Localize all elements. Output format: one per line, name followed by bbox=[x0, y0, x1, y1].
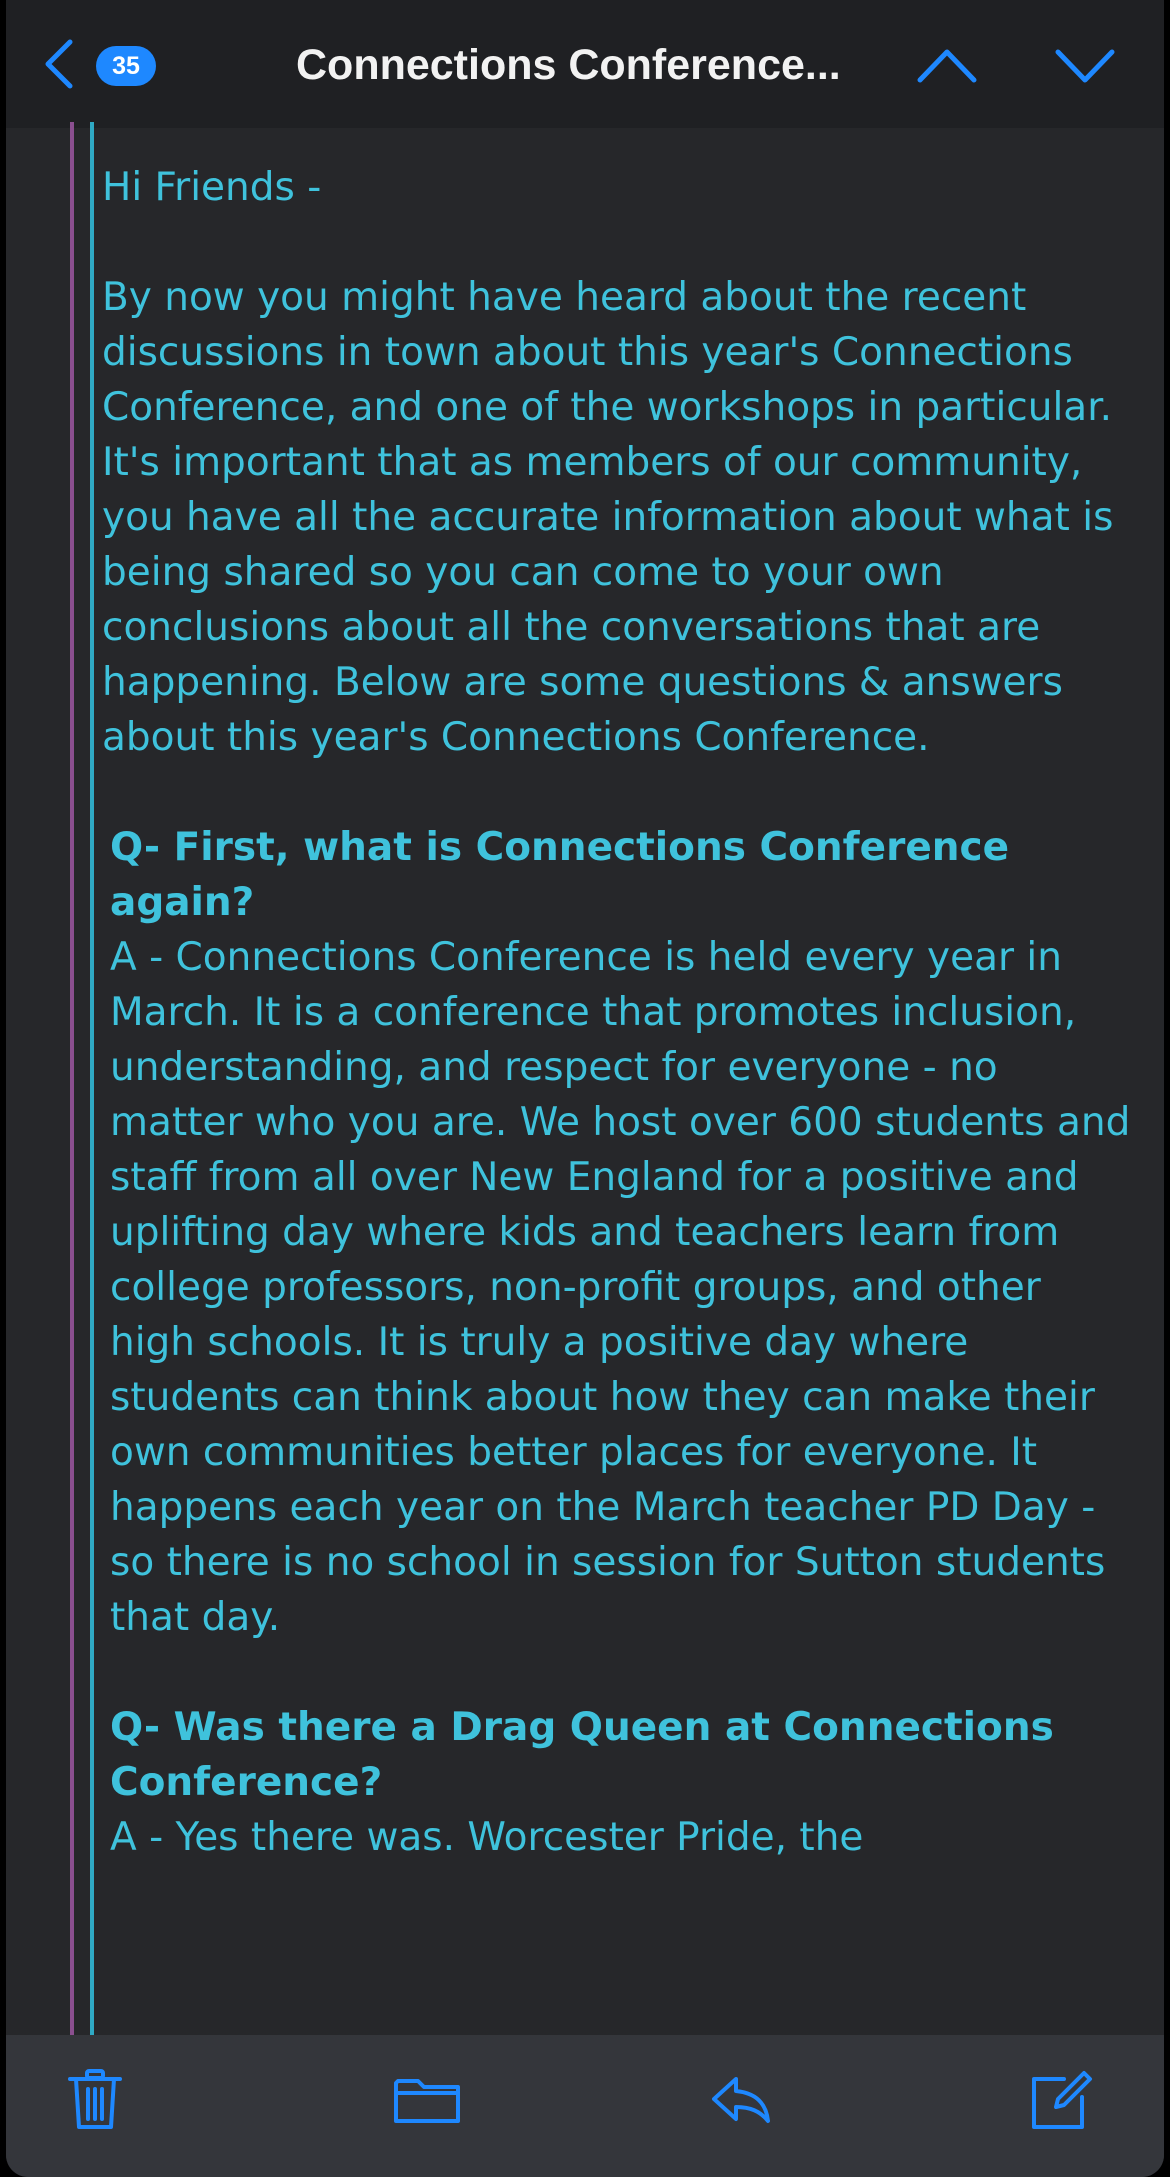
message-title: Connections Conference... bbox=[296, 41, 841, 89]
reply-button[interactable] bbox=[706, 2065, 776, 2135]
answer-text: A - Connections Conference is held every year in March. It is a conference that promotes inclusion, understanding, and respect for everyone - no matter who you are. We host over 600 students and staff from all over New England for a positive and uplifting day where kids and teachers learn from college professors, non-profit groups, and other high schools. It is truly a positive day where students can think about how they can make their own communities better places for everyone. It happens each year on the March teacher PD Day - so there is no school in session for Sutton students that day. bbox=[110, 935, 1131, 1640]
qa-block bbox=[102, 1700, 1132, 1865]
unread-count-badge: 35 bbox=[96, 46, 156, 86]
compose-icon bbox=[1026, 2065, 1096, 2135]
trash-icon bbox=[60, 2065, 130, 2135]
greeting-text: Hi Friends - bbox=[102, 165, 322, 210]
navigation-bar bbox=[6, 0, 1164, 128]
mail-message-screen bbox=[6, 0, 1164, 2177]
quote-bar-outer bbox=[70, 122, 74, 2042]
bottom-toolbar bbox=[6, 2035, 1164, 2177]
chevron-down-icon bbox=[1052, 44, 1118, 88]
back-button[interactable] bbox=[40, 36, 80, 92]
intro-paragraph: By now you might have heard about the recent discussions in town about this year's Connections Conference, and one of the workshops in particular. It's important that as members of our community, you have all the accurate information about what is being shared so you can come to your own conclusions about all the conversations that are happening. Below are some questions & answers about this year's Connections Conference. bbox=[102, 275, 1114, 760]
message-body bbox=[102, 160, 1132, 1920]
reply-icon bbox=[706, 2065, 776, 2135]
move-to-folder-button[interactable] bbox=[392, 2065, 462, 2135]
answer-text: A - Yes there was. Worcester Pride, the bbox=[110, 1815, 864, 1860]
qa-block bbox=[102, 820, 1132, 1645]
trash-button[interactable] bbox=[60, 2065, 130, 2135]
previous-message-button[interactable] bbox=[914, 44, 980, 88]
question-text: Q- First, what is Connections Conference again? bbox=[110, 825, 1010, 925]
chevron-left-icon bbox=[40, 36, 80, 92]
question-text: Q- Was there a Drag Queen at Connections Conference? bbox=[110, 1705, 1054, 1805]
next-message-button[interactable] bbox=[1052, 44, 1118, 88]
quote-bar-inner bbox=[90, 122, 94, 2042]
folder-icon bbox=[392, 2065, 462, 2135]
compose-button[interactable] bbox=[1026, 2065, 1096, 2135]
chevron-up-icon bbox=[914, 44, 980, 88]
